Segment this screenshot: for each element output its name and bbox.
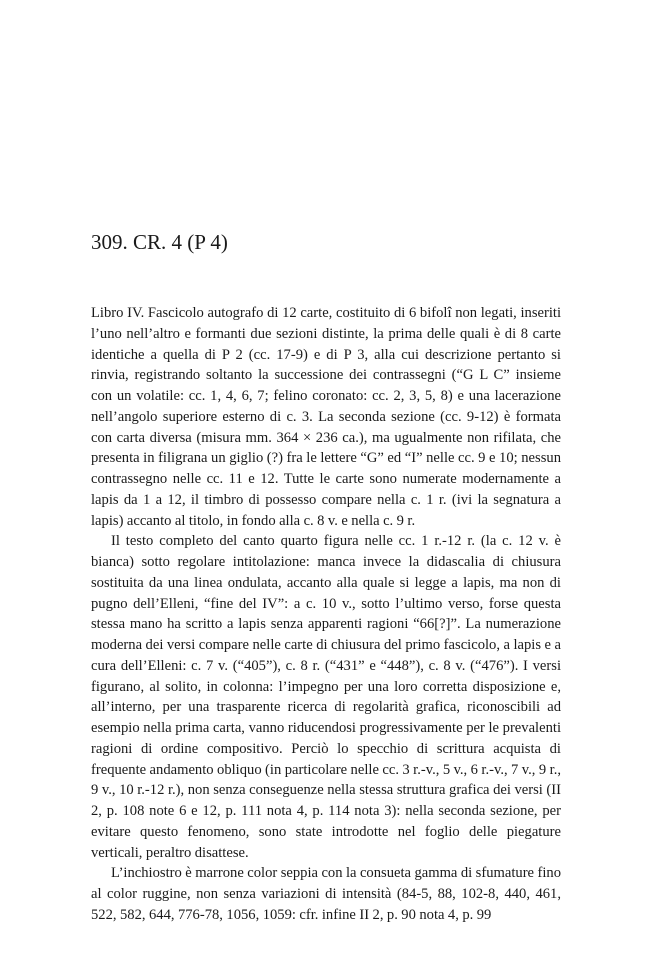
body-text [91,303,561,926]
paragraph-text-content: Il testo completo del canto quarto figura nelle cc. 1 r.-12 r. (la c. 12 v. è bianca) sotto regolare intitolazione: manca invece la didascalia di chiusura sostituita da una linea ondulata, accanto alla quale si legge a lapis, ma non di pugno dell’Elleni, “fine del IV”: a c. 10 v., sotto l’ultimo verso, forse questa stessa mano ha scritto a lapis senza apparenti ragioni “66[?]”. La numerazione moderna dei versi compare nelle carte di chiusura del primo fascicolo, a lapis e a cura dell’Elleni: c. 7 v. (“405”), c. 8 r. (“431” e “448”), c. 8 v. (“476”). I versi figurano, al solito, in colonna: l’impegno per una loro corretta disposizione e, all’interno, per una trasparente ricerca di regolarità grafica, riconoscibili ad esempio nella prima carta, vanno riducendosi progressivamente per le prevalenti ragioni di ordine compositivo. Perciò lo specchio di scrittura acquista di frequente andamento obliquo (in particolare nelle cc. 3 r.-v., 5 v., 6 r.-v., 7 v., 9 r., 9 v., 10 r.-12 r.), non senza conseguenze nella stessa struttura grafica dei versi (II 2, p. 108 note 6 e 12, p. 111 nota 4, p. 114 nota 3): nella seconda sezione, per evitare questo fenomeno, sono state introdotte nel foglio delle piegature verticali, peraltro disattese. [91,533,561,861]
paragraph-description: Libro IV. Fascicolo autografo di 12 carte, costituito di 6 bifolî non legati, inseriti l’uno nell’altro e formanti due sezioni distinte, la prima delle quali è di 8 carte identiche a quella di P 2 (cc. 17-9) e di P 3, alla cui descrizione pertanto si rinvia, registrando soltanto la successione dei contrassegni (“G L C” insieme con un volatile: cc. 1, 4, 6, 7; felino coronato: cc. 2, 3, 5, 8) e una lacerazione nell’angolo superiore esterno di c. 3. La seconda sezione (cc. 9-12) è formata con carta diversa (misura mm. 364 × 236 ca.), ma ugualmente non rifilata, che presenta in filigrana un giglio (?) fra le lettere “G” ed “I” nelle cc. 9 e 10; nessun contrassegno nelle cc. 11 e 12. Tutte le carte sono numerate modernamente a lapis da 1 a 12, il timbro di possesso compare nella c. 1 r. (ivi la segnatura a lapis) accanto al titolo, in fondo alla c. 8 v. e nella c. 9 r. [91,305,561,529]
section-heading: 309. CR. 4 (P 4) [91,230,228,254]
paragraph-ink: L’inchiostro è marrone color seppia con la consueta gamma di sfumature fino al color ruggine, non senza variazioni di intensità (84-5, 88, 102-8, 440, 461, 522, 582, 644, 776-78, 1056, 1059: cfr. infine II 2, p. 90 nota 4, p. 99 [91,865,561,923]
